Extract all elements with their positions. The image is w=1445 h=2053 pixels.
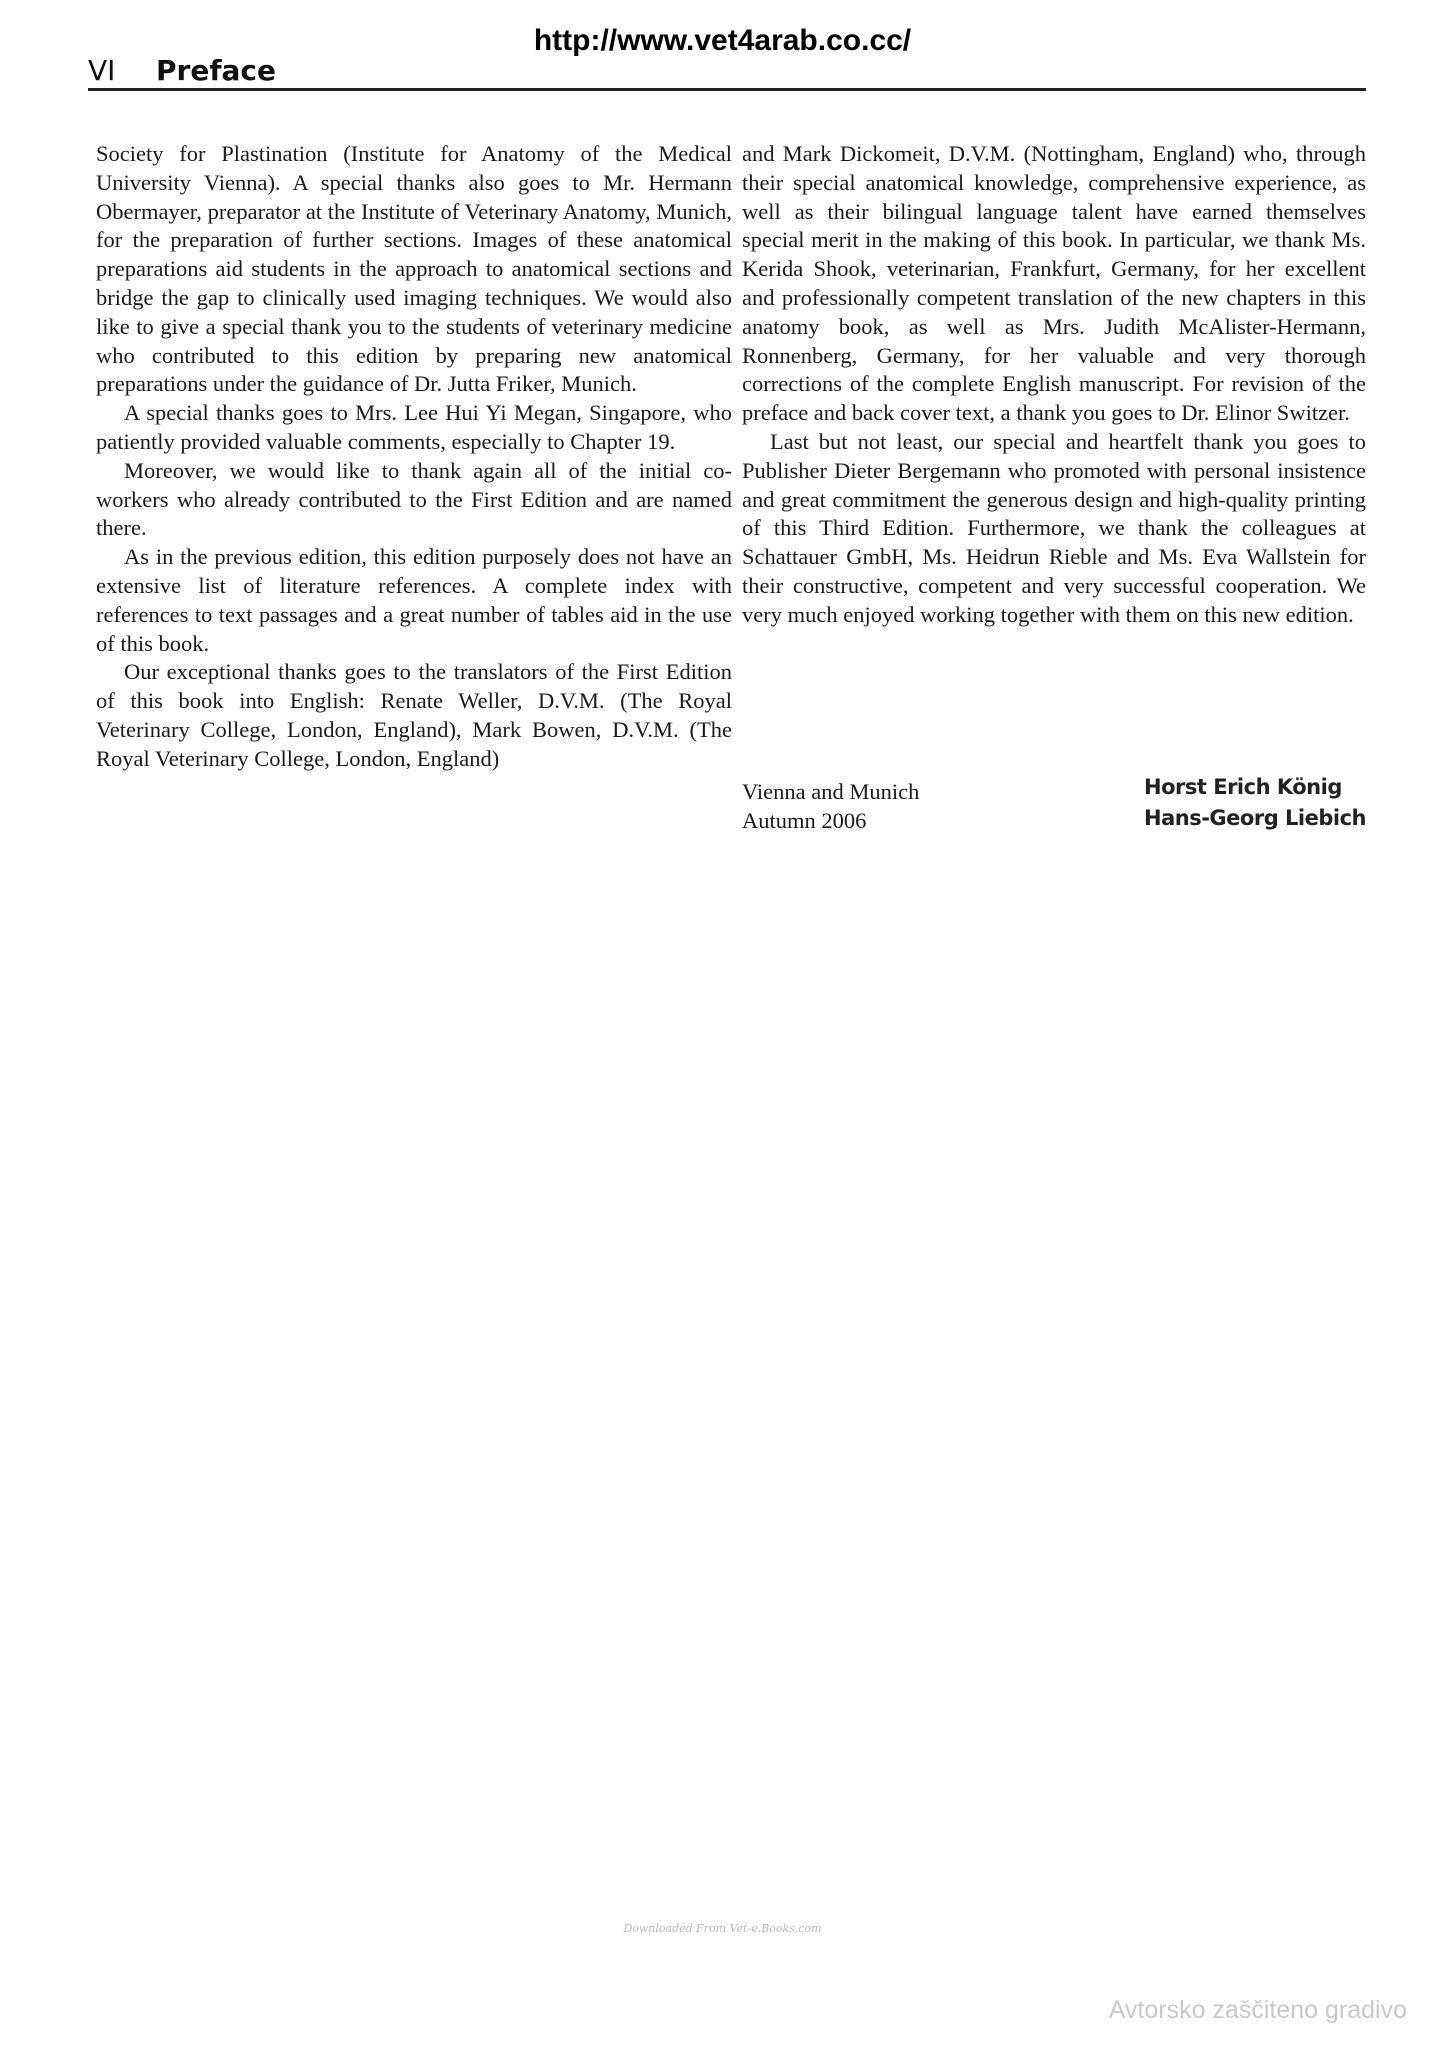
copyright-watermark: Avtorsko zaščiteno gradivo xyxy=(1108,1996,1407,2024)
page-number: VI xyxy=(88,54,116,87)
left-text-column xyxy=(96,140,732,774)
authors xyxy=(1144,772,1366,834)
paragraph: A special thanks goes to Mrs. Lee Hui Yi Megan, Singapore, who patiently provided valuable comments, especially to Chapter 19. xyxy=(96,400,732,454)
paragraph: Last but not least, our special and heartfelt thank you goes to Publisher Dieter Bergemann who promoted with personal insistence and great commitment the generous design and high-quality printing of this Third Edition. Furthermore, we thank the colleagues at Schattauer GmbH, Ms. Heidrun Rieble and Ms. Eva Wallstein for their constructive, competent and very successful cooperation. We very much enjoyed working together with them on this new edition. xyxy=(742,428,1366,627)
paragraph: Society for Plastination (Institute for Anatomy of the Medical University Vienna). A special thanks also goes to Mr. Hermann Obermayer, preparator at the Institute of Veterinary Anatomy, Munich, for the preparation of further sections. Images of these anatomical preparations aid students in the approach to anatomical sections and bridge the gap to clinically used imaging techniques. We would also like to give a special thank you to the students of veterinary medicine who contributed to this edition by preparing new anatomical preparations under the guidance of Dr. Jutta Friker, Munich. xyxy=(96,141,732,397)
paragraph: Our exceptional thanks goes to the translators of the First Edition of this book into English: Renate Weller, D.V.M. (The Royal Veterinary College, London, England), Mark Bowen, D.V.M. (The Royal Veterinary College, London, England) xyxy=(96,659,732,771)
source-url: http://www.vet4arab.co.cc/ xyxy=(533,24,912,57)
right-text-column xyxy=(742,140,1366,630)
place-and-date xyxy=(742,778,919,836)
section-title: Preface xyxy=(156,54,276,87)
paragraph: and Mark Dickomeit, D.V.M. (Nottingham, England) who, through their special anatomical knowledge, comprehensive experience, as well as their bilingual language talent have earned themselves special merit in the making of this book. In particular, we thank Ms. Kerida Shook, veterinarian, Frankfurt, Germany, for her excellent and professionally competent translation of the new chapters in this anatomy book, as well as Mrs. Judith McAlister-Hermann, Ronnenberg, Germany, for her valuable and very thorough corrections of the complete English manuscript. For revision of the preface and back cover text, a thank you goes to Dr. Elinor Switzer. xyxy=(742,141,1366,426)
paragraph: Moreover, we would like to thank again all of the initial co-workers who already contributed to the First Edition and are named there. xyxy=(96,457,732,541)
author-name: Horst Erich König xyxy=(1144,775,1342,799)
date: Autumn 2006 xyxy=(742,807,867,833)
author-name: Hans-Georg Liebich xyxy=(1144,806,1366,830)
place: Vienna and Munich xyxy=(742,779,920,804)
paragraph: As in the previous edition, this edition purposely does not have an extensive list of literature references. A complete index with references to text passages and a great number of tables aid in the use of this book. xyxy=(96,544,732,656)
running-header xyxy=(88,52,1366,91)
download-note: Downloaded From Vet-e.Books.com xyxy=(623,1922,822,1935)
signature-block xyxy=(742,775,1366,842)
